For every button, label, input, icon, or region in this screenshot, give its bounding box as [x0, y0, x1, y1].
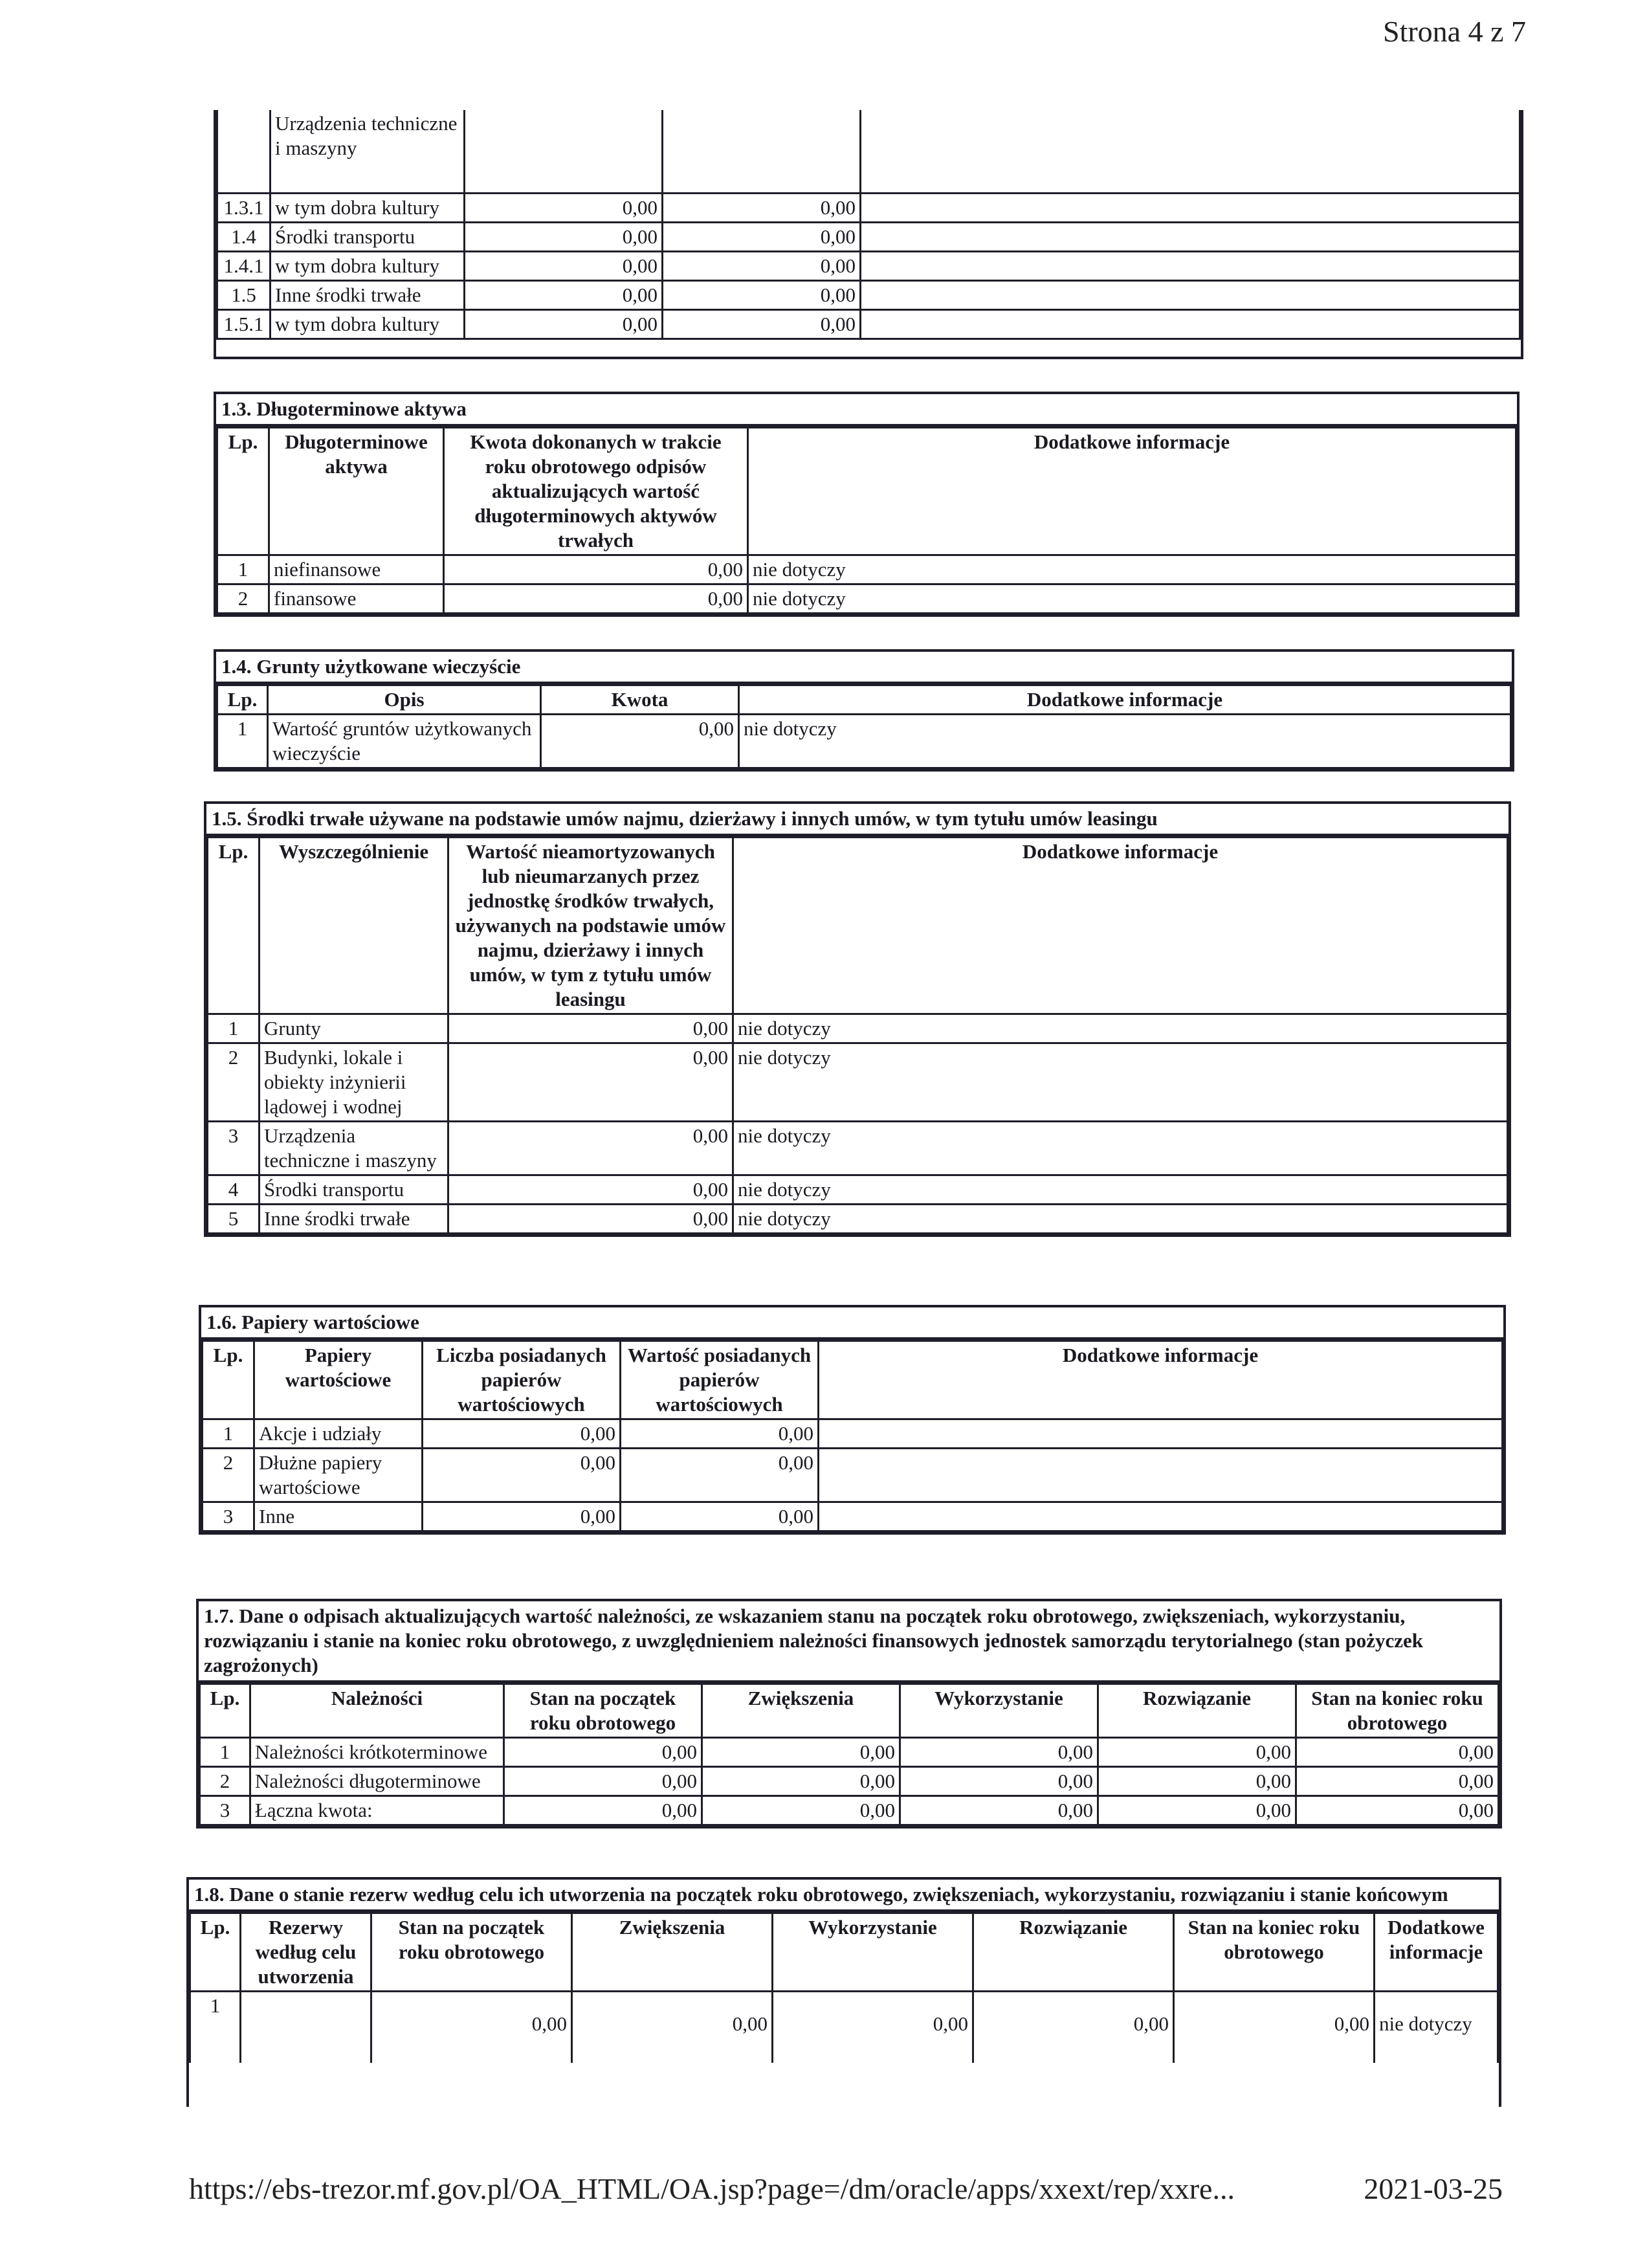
- table-row: 2 Dłużne papiery wartościowe 0,00 0,00: [203, 1449, 1503, 1502]
- section-1-5-leased-fixed-assets: [204, 801, 1511, 1237]
- table-row: 1 Należności krótkoterminowe 0,00 0,00 0,00 0,00 0,00: [200, 1738, 1499, 1767]
- section-title: 1.6. Papiery wartościowe: [201, 1307, 1503, 1340]
- source-url: https://ebs-trezor.mf.gov.pl/OA_HTML/OA.jsp?page=/dm/oracle/apps/xxext/rep/xxre...: [189, 2172, 1235, 2205]
- print-date: 2021-03-25: [1364, 2172, 1503, 2205]
- fixed-assets-continuation-table: [214, 110, 1523, 359]
- table-header: Lp. Należności Stan na początek roku obrotowego Zwiększenia Wykorzystanie Rozwiązanie Stan na koniec roku obrotowego: [200, 1684, 1499, 1738]
- table-row: [217, 110, 1520, 193]
- row-label: Urządzenia techniczne i maszyny: [271, 110, 465, 193]
- section-title: 1.5. Środki trwałe używane na podstawie umów najmu, dzierżawy i innych umów, w tym tytułu umów leasingu: [206, 804, 1509, 836]
- table-row: 1.4.1 w tym dobra kultury 0,00 0,00: [217, 251, 1520, 280]
- table-header: Lp. Papiery wartościowe Liczba posiadanych papierów wartościowych Wartość posiadanych papierów wartościowych Dodatkowe informacje: [203, 1341, 1503, 1419]
- table-row: 1.3.1 w tym dobra kultury 0,00 0,00: [217, 193, 1520, 222]
- table-header: Lp. Wyszczególnienie Wartość nieamortyzowanych lub nieumarzanych przez jednostkę środków trwałych, używanych na podstawie umów najmu, dzierżawy i innych umów, w tym z tytułu umów leasingu Dodatkowe informacje: [208, 838, 1508, 1014]
- section-title: 1.8. Dane o stanie rezerw według celu ich utworzenia na początek roku obrotowego, zwiększeniach, wykorzystaniu, rozwiązaniu i stanie końcowym: [189, 1880, 1499, 1912]
- table-row: 3 Łączna kwota: 0,00 0,00 0,00 0,00 0,00: [200, 1796, 1499, 1825]
- print-footer: [189, 2172, 1503, 2206]
- table-row: 5 Inne środki trwałe 0,00 nie dotyczy: [208, 1205, 1508, 1234]
- table-row: 1 Akcje i udziały 0,00 0,00: [203, 1419, 1503, 1449]
- table-row: 3 Inne 0,00 0,00: [203, 1502, 1503, 1531]
- table-row: 1 Grunty 0,00 nie dotyczy: [208, 1014, 1508, 1043]
- section-1-6-securities: [199, 1305, 1506, 1535]
- section-title: 1.4. Grunty użytkowane wieczyście: [216, 652, 1512, 684]
- table-header: Lp. Długoterminowe aktywa Kwota dokonanych w trakcie roku obrotowego odpisów aktualizujących wartość długoterminowych aktywów trwałych Dodatkowe informacje: [217, 428, 1516, 555]
- table-row: 1.4 Środki transportu 0,00 0,00: [217, 222, 1520, 251]
- table-row: 1 Wartość gruntów użytkowanych wieczyście 0,00 nie dotyczy: [217, 715, 1511, 768]
- table-row: 1 0,00 0,00 0,00 0,00 0,00 nie dotyczy: [190, 1992, 1498, 2063]
- section-1-7-receivables-write-downs: [196, 1599, 1502, 1829]
- table-row: 3 Urządzenia techniczne i maszyny 0,00 nie dotyczy: [208, 1122, 1508, 1175]
- section-1-8-provisions: [186, 1877, 1501, 2107]
- table-header: Lp. Rezerwy według celu utworzenia Stan na początek roku obrotowego Zwiększenia Wykorzystanie Rozwiązanie Stan na koniec roku obrotowego Dodatkowe informacje: [190, 1913, 1498, 1992]
- table-row: 2 Budynki, lokale i obiekty inżynierii lądowej i wodnej 0,00 nie dotyczy: [208, 1043, 1508, 1122]
- table-row: 1.5.1 w tym dobra kultury 0,00 0,00: [217, 309, 1520, 339]
- table-header: Lp. Opis Kwota Dodatkowe informacje: [217, 685, 1511, 715]
- section-title: 1.3. Długoterminowe aktywa: [216, 394, 1517, 427]
- section-title: 1.7. Dane o odpisach aktualizujących wartość należności, ze wskazaniem stanu na początek roku obrotowego, zwiększeniach, wykorzystaniu, rozwiązaniu i stanie na koniec roku obrotowego, z uwzględnieniem należności finansowych jednostek samorządu terytorialnego (stan pożyczek zagrożonych): [199, 1601, 1499, 1683]
- table-row: 2 Należności długoterminowe 0,00 0,00 0,00 0,00 0,00: [200, 1767, 1499, 1796]
- table-row: 2 finansowe 0,00 nie dotyczy: [217, 584, 1516, 614]
- table-row: 4 Środki transportu 0,00 nie dotyczy: [208, 1175, 1508, 1205]
- table-row: 1.5 Inne środki trwałe 0,00 0,00: [217, 280, 1520, 309]
- page-number: Strona 4 z 7: [1382, 15, 1526, 48]
- section-1-3-long-term-assets: [214, 392, 1520, 617]
- section-1-4-perpetual-usufruct-land: [214, 649, 1514, 772]
- table-row: 1 niefinansowe 0,00 nie dotyczy: [217, 555, 1516, 584]
